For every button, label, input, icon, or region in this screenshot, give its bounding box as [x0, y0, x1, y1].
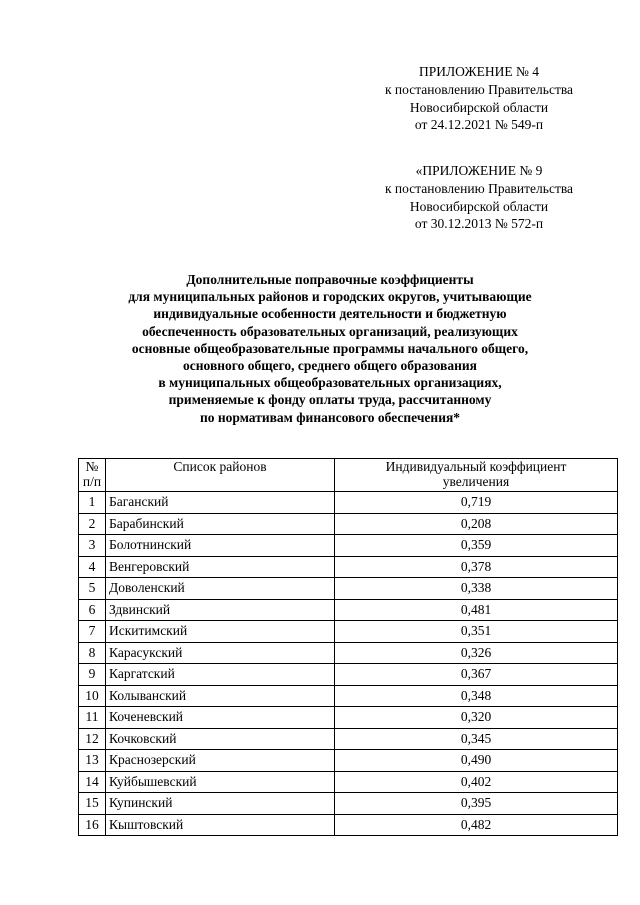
- table-row: [79, 556, 618, 578]
- table-row: [79, 492, 618, 514]
- coefficient-value: 0,208: [335, 513, 618, 535]
- row-number: 4: [79, 556, 106, 578]
- row-number: 12: [79, 728, 106, 750]
- table-body: [79, 492, 618, 836]
- coefficient-value: 0,351: [335, 621, 618, 643]
- district-name: Доволенский: [106, 578, 335, 600]
- appendix-line: Новосибирской области: [409, 198, 549, 214]
- table-row: [79, 513, 618, 535]
- header-coefficient: [335, 459, 618, 492]
- row-number: 16: [79, 814, 106, 836]
- title-line: для муниципальных районов и городских округов, учитывающие: [128, 289, 532, 305]
- coefficient-value: 0,348: [335, 685, 618, 707]
- row-number: 9: [79, 664, 106, 686]
- coefficient-value: 0,338: [335, 578, 618, 600]
- original-appendix-header: [354, 162, 604, 233]
- district-name: Каргатский: [106, 664, 335, 686]
- header-district-list: Список районов: [106, 459, 335, 492]
- table-row: [79, 599, 618, 621]
- table-row: [79, 771, 618, 793]
- district-name: Барабинский: [106, 513, 335, 535]
- appendix-line: от 30.12.2013 № 572-п: [414, 216, 544, 232]
- district-name: Кочковский: [106, 728, 335, 750]
- coefficient-value: 0,367: [335, 664, 618, 686]
- header-number-line1: №: [85, 459, 99, 474]
- table-row: [79, 707, 618, 729]
- district-name: Карасукский: [106, 642, 335, 664]
- table-row: [79, 685, 618, 707]
- row-number: 1: [79, 492, 106, 514]
- row-number: 14: [79, 771, 106, 793]
- header-coefficient-line2: увеличения: [442, 474, 510, 489]
- row-number: 5: [79, 578, 106, 600]
- coefficient-value: 0,490: [335, 750, 618, 772]
- appendix-line: к постановлению Правительства: [384, 81, 574, 97]
- coefficient-value: 0,395: [335, 793, 618, 815]
- title-line: в муниципальных общеобразовательных организациях,: [158, 375, 502, 391]
- title-line: обеспеченность образовательных организаций, реализующих: [142, 323, 518, 339]
- row-number: 3: [79, 535, 106, 557]
- appendix-line: от 24.12.2021 № 549-п: [414, 117, 544, 133]
- row-number: 2: [79, 513, 106, 535]
- row-number: 13: [79, 750, 106, 772]
- title-line: основные общеобразовательные программы начального общего,: [131, 340, 529, 356]
- coefficient-value: 0,326: [335, 642, 618, 664]
- district-name: Венгеровский: [106, 556, 335, 578]
- district-name: Купинский: [106, 793, 335, 815]
- title-line: по нормативам финансового обеспечения*: [199, 409, 461, 425]
- table-row: [79, 793, 618, 815]
- district-name: Болотнинский: [106, 535, 335, 557]
- row-number: 8: [79, 642, 106, 664]
- title-line: применяемые к фонду оплаты труда, рассчитанному: [168, 392, 492, 408]
- district-name: Коченевский: [106, 707, 335, 729]
- row-number: 6: [79, 599, 106, 621]
- district-name: Здвинский: [106, 599, 335, 621]
- coefficient-value: 0,320: [335, 707, 618, 729]
- district-name: Искитимский: [106, 621, 335, 643]
- district-name: Куйбышевский: [106, 771, 335, 793]
- appendix-line: Новосибирской области: [409, 99, 549, 115]
- table-header-row: [79, 459, 618, 492]
- coefficient-value: 0,402: [335, 771, 618, 793]
- table-row: [79, 642, 618, 664]
- row-number: 10: [79, 685, 106, 707]
- district-name: Колыванский: [106, 685, 335, 707]
- table-row: [79, 578, 618, 600]
- row-number: 15: [79, 793, 106, 815]
- appendix-line: к постановлению Правительства: [384, 180, 574, 196]
- appendix-line: «ПРИЛОЖЕНИЕ № 9: [415, 163, 543, 178]
- row-number: 11: [79, 707, 106, 729]
- table-row: [79, 664, 618, 686]
- table-row: [79, 621, 618, 643]
- table-row: [79, 814, 618, 836]
- district-name: Баганский: [106, 492, 335, 514]
- coefficient-value: 0,719: [335, 492, 618, 514]
- header-number: [79, 459, 106, 492]
- row-number: 7: [79, 621, 106, 643]
- table-row: [79, 728, 618, 750]
- title-line: индивидуальные особенности деятельности и бюджетную: [153, 306, 507, 322]
- coefficient-value: 0,482: [335, 814, 618, 836]
- table-row: [79, 750, 618, 772]
- table-row: [79, 535, 618, 557]
- title-line: основного общего, среднего общего образования: [183, 358, 477, 374]
- coefficients-table: [78, 458, 618, 836]
- coefficient-value: 0,359: [335, 535, 618, 557]
- header-number-line2: п/п: [82, 474, 102, 489]
- title-line: Дополнительные поправочные коэффициенты: [186, 272, 474, 287]
- coefficient-value: 0,378: [335, 556, 618, 578]
- district-name: Краснозерский: [106, 750, 335, 772]
- coefficient-value: 0,345: [335, 728, 618, 750]
- header-coefficient-line1: Индивидуальный коэффициент: [385, 459, 567, 474]
- document-title: [80, 271, 580, 426]
- appendix-line: ПРИЛОЖЕНИЕ № 4: [418, 64, 540, 79]
- appendix-header: [354, 63, 604, 134]
- coefficient-value: 0,481: [335, 599, 618, 621]
- district-name: Кыштовский: [106, 814, 335, 836]
